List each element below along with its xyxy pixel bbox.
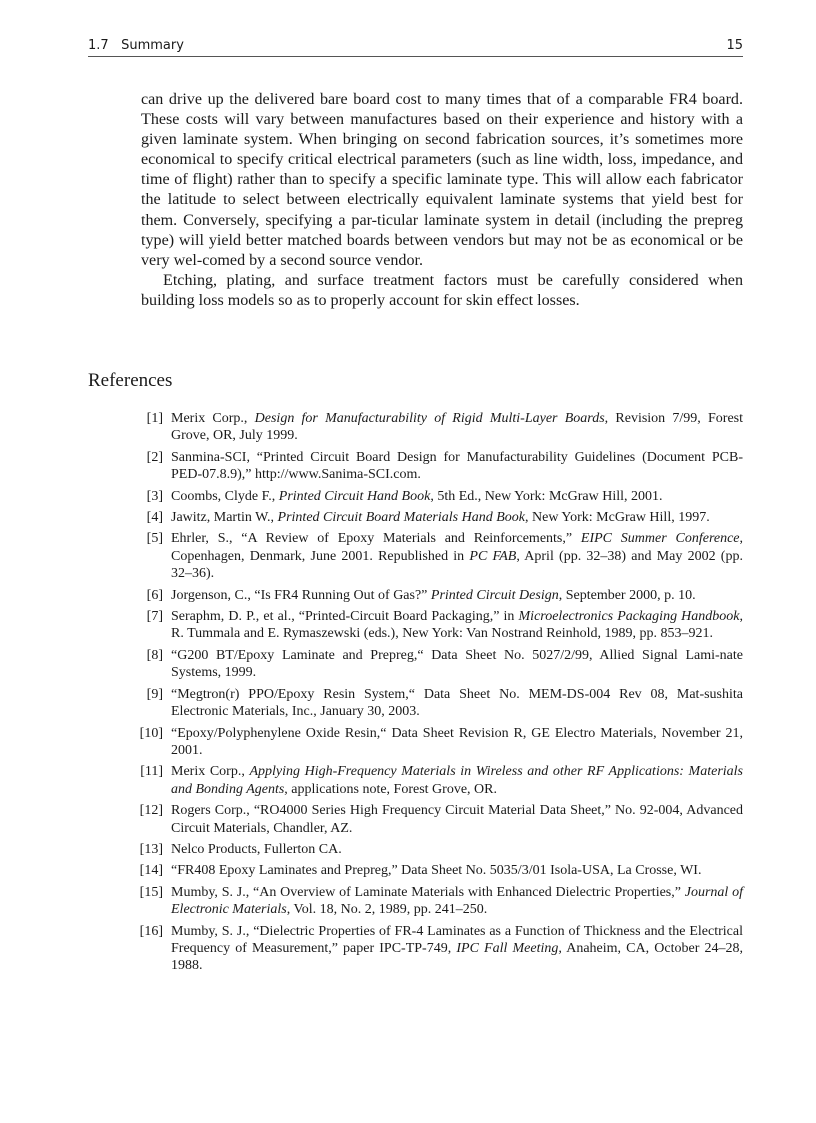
reference-text: Coombs, Clyde F., Printed Circuit Hand Book, 5th Ed., New York: McGraw Hill, 2001. <box>171 488 663 504</box>
paragraph: Etching, plating, and surface treatment factors must be carefully considered when building loss models so as to properly account for skin effect losses. <box>141 271 743 309</box>
reference-number: [10] <box>139 725 163 741</box>
reference-text: Merix Corp., Applying High-Frequency Materials in Wireless and other RF Applications: Materials and Bonding Agents, applications note, Forest Grove, OR. <box>171 764 743 797</box>
paragraph: can drive up the delivered bare board cost to many times that of a comparable FR4 board. These costs will vary between manufactures based on their experience and history with a given laminate system. When bringing on second fabrication sources, it’s sometimes more economical to specify critical electrical parameters (such as line width, loss, impedance, and time of flight) rather than to specify a specific laminate type. This will allow each fabricator the latitude to select between electrically equivalent laminate systems that yield best for them. Conversely, specifying a par-ticular laminate system in detail (including the prepreg type) will yield better matched boards between vendors but may not be as economical or be very wel-comed by a second source vendor. <box>141 91 743 269</box>
reference-text: “G200 BT/Epoxy Laminate and Prepreg,“ Data Sheet No. 5027/2/99, Allied Signal Lami-nate Systems, 1999. <box>171 647 743 681</box>
section-title: References <box>88 370 173 391</box>
reference-item <box>141 410 743 445</box>
reference-item <box>141 862 743 879</box>
reference-number: [3] <box>146 488 163 504</box>
reference-text: Mumby, S. J., “Dielectric Properties of FR-4 Laminates as a Function of Thickness and the Electrical Frequency of Measurement,” paper IPC-TP-749, IPC Fall Meeting, Anaheim, CA, October 24–28, 1988. <box>171 923 743 974</box>
reference-text: “FR408 Epoxy Laminates and Prepreg,” Data Sheet No. 5035/3/01 Isola-USA, La Crosse, WI. <box>171 863 702 879</box>
page-number: 15 <box>726 38 743 53</box>
reference-number: [5] <box>146 531 163 547</box>
reference-text: Jorgenson, C., “Is FR4 Running Out of Gas?” Printed Circuit Design, September 2000, p. 10. <box>171 587 696 603</box>
reference-text: Jawitz, Martin W., Printed Circuit Board Materials Hand Book, New York: McGraw Hill, 1997. <box>171 510 710 526</box>
reference-number: [15] <box>139 884 163 900</box>
reference-text: Seraphm, D. P., et al., “Printed-Circuit Board Packaging,” in Microelectronics Packaging Handbook, R. Tummala and E. Rymaszewski (eds.), New York: Van Nostrand Reinhold, 1989, pp. 853–921. <box>171 609 743 642</box>
reference-item <box>141 763 743 798</box>
reference-item <box>141 449 743 484</box>
reference-item <box>141 802 743 837</box>
reference-number: [12] <box>139 803 163 819</box>
running-head <box>88 38 743 57</box>
reference-item <box>141 725 743 760</box>
reference-number: [8] <box>146 647 163 663</box>
reference-text: Mumby, S. J., “An Overview of Laminate Materials with Enhanced Dielectric Properties,” Journal of Electronic Materials, Vol. 18, No. 2, 1989, pp. 241–250. <box>171 884 743 918</box>
reference-item <box>141 841 743 858</box>
reference-item <box>141 884 743 919</box>
reference-item <box>141 647 743 682</box>
reference-item <box>141 509 743 526</box>
reference-list <box>141 410 743 979</box>
reference-item <box>141 608 743 643</box>
reference-number: [16] <box>139 923 163 939</box>
reference-item <box>141 587 743 604</box>
reference-text: Nelco Products, Fullerton CA. <box>171 841 342 857</box>
reference-text: Sanmina-SCI, “Printed Circuit Board Design for Manufacturability Guidelines (Document PCB-PED-07.8.9),” http://www.Sanima-SCI.com. <box>171 449 743 483</box>
reference-text: Merix Corp., Design for Manufacturability of Rigid Multi-Layer Boards, Revision 7/99, Forest Grove, OR, July 1999. <box>171 411 744 444</box>
reference-number: [13] <box>139 841 163 857</box>
reference-number: [1] <box>146 411 163 426</box>
reference-number: [14] <box>139 863 163 879</box>
reference-number: [2] <box>146 449 163 465</box>
reference-number: [7] <box>146 609 163 625</box>
section-label: 1.7 Summary <box>88 38 184 53</box>
reference-item <box>141 530 743 582</box>
reference-item <box>141 488 743 505</box>
reference-number: [9] <box>146 686 163 702</box>
reference-text: “Megtron(r) PPO/Epoxy Resin System,“ Data Sheet No. MEM-DS-004 Rev 08, Mat-sushita Electronic Materials, Inc., January 30, 2003. <box>171 686 743 720</box>
reference-number: [11] <box>140 764 163 780</box>
reference-text: Ehrler, S., “A Review of Epoxy Materials and Reinforcements,” EIPC Summer Conference, Copenhagen, Denmark, June 2001. Republished in PC FAB, April (pp. 32–38) and May 2002 (pp. 32–36). <box>171 531 744 582</box>
reference-text: “Epoxy/Polyphenylene Oxide Resin,“ Data Sheet Revision R, GE Electro Materials, November 21, 2001. <box>171 725 743 758</box>
reference-number: [6] <box>146 587 163 603</box>
reference-number: [4] <box>146 510 163 526</box>
reference-text: Rogers Corp., “RO4000 Series High Frequency Circuit Material Data Sheet,” No. 92-004, Advanced Circuit Materials, Chandler, AZ. <box>171 803 743 836</box>
body-text <box>141 90 743 311</box>
reference-item <box>141 923 743 975</box>
reference-item <box>141 686 743 721</box>
